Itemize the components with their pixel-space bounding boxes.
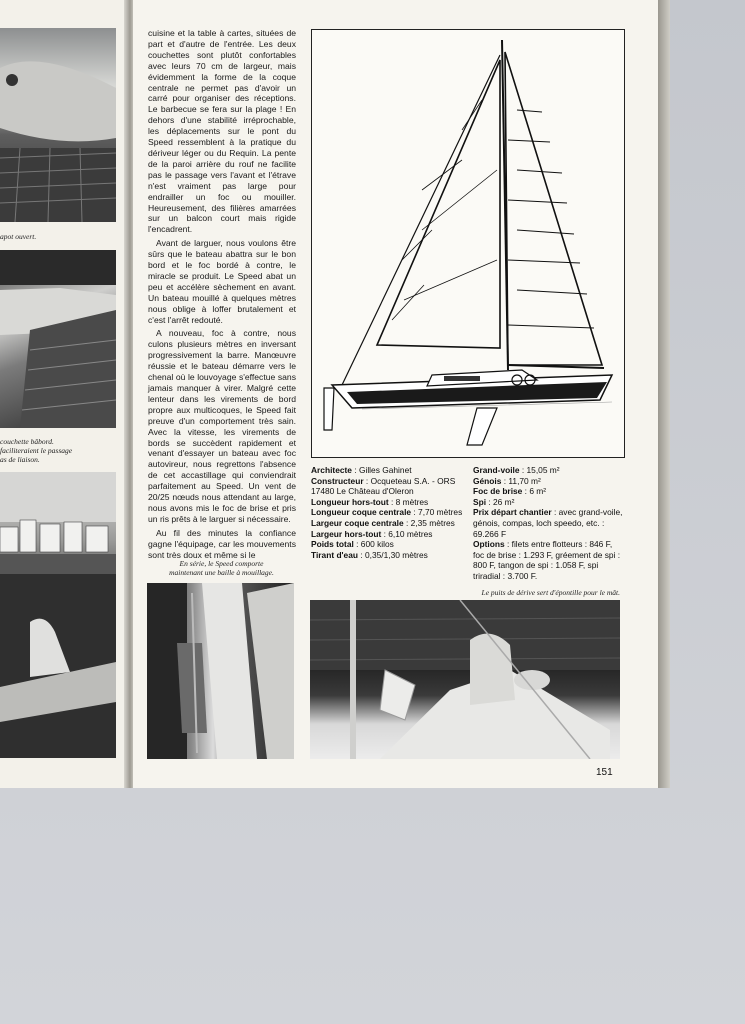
specs-left-column: [311, 465, 471, 560]
page-edge-shadow: [658, 0, 670, 788]
spec-row: Grand-voile : 15,05 m²: [473, 465, 560, 475]
spec-row: Longueur hors-tout : 8 mètres: [311, 496, 429, 507]
article-paragraph: Au fil des minutes la confiance gagne l'équipage, car les mouvements sont très doux et même si le: [148, 527, 296, 560]
photo-harbour-crew: [0, 472, 116, 758]
spec-row: Prix départ chantier : avec grand-voile, génois, compas, loch speedo, etc. : 69.266 F: [473, 507, 623, 539]
spec-row: Architecte : Gilles Gahinet: [311, 465, 412, 475]
spec-row: Constructeur : Ocqueteau S.A. - ORS 17480 Le Château d'Oleron: [311, 475, 456, 497]
photo-port-berth: [0, 250, 116, 428]
specs-right-column: [473, 465, 623, 582]
photo-daggerboard-deck: [310, 600, 620, 759]
spec-row: Foc de brise : 6 m²: [473, 486, 547, 497]
article-paragraph: cuisine et la table à cartes, situées de part et d'autre de l'entrée. Les deux couchettes sont plutôt confortables avec leurs 70 cm de largeur, mais évidemment la forme de la coque centrale ne permet pas d'avoir un carré pour organiser des réceptions. Le barbecue se fera sur la plage ! En dehors d'une stabilité irréprochable, les déplacements sur le pont du Speed ressemblent à la pratique du dériveur léger ou du Requin. La pente de la paroi arrière du rouf ne facilite pas le passage vers l'avant et l'étrave n'est vraiment pas large pour endrailler un foc ou mouiller. Heureusement, des filières amarrées sur un balcon court mais rigide l'encadrent.: [148, 28, 296, 235]
spec-row: Largeur coque centrale : 2,35 mètres: [311, 517, 455, 528]
article-text-column: [148, 28, 296, 561]
spec-row: Longueur coque centrale : 7,70 mètres: [311, 507, 463, 518]
photo-hatch-open: [0, 28, 116, 222]
sail-plan-drawing: [311, 29, 625, 458]
article-paragraph: A nouveau, foc à contre, nous culons plusieurs mètres en inversant progressivement la barre. Manœuvre réussie et le bateau démarre vers le chenal où le louvoyage s'effectue sans jamais manquer à virer. Malgré cette lenteur dans les virements de bord propre aux multicoques, le Speed fait preuve d'un comportement très sain. Avec la vitesse, les virements de bords se succèdent rapidement et venant d'essayer un bateau avec foc autovireur, nous regrettons l'absence de cet accastillage qui conviendrait parfaitement au Speed. Un vent de 20/25 nœuds nous attendant au large, nous avons mis le foc de brise et pris un ris prêts à le larguer si nécessaire.: [148, 328, 296, 524]
photo-anchor-well: [147, 583, 294, 759]
spec-row: Largeur hors-tout : 6,10 mètres: [311, 528, 433, 539]
spec-row: Génois : 11,70 m²: [473, 475, 541, 486]
spec-row: Tirant d'eau : 0,35/1,30 mètres: [311, 549, 428, 560]
article-paragraph: Avant de larguer, nous voulons être sûrs que le bateau abattra sur le bon bord et le foc bordé à contre, le miracle se produit. Le Speed abat un peu et accélère sèchement en avant. Un bateau mouillé à quelques mètres nous oblige à loffer brutalement et c'est l'arrêt redouté.: [148, 238, 296, 325]
caption-berth: couchette bâbord. faciliteraient le passage as de liaison.: [0, 437, 73, 464]
spec-row: Poids total : 600 kilos: [311, 539, 394, 550]
spec-row: Spi : 26 m²: [473, 496, 515, 507]
page-number: 151: [596, 767, 613, 778]
caption-anchor-well: En série, le Speed comporte maintenant une baille à mouillage.: [169, 559, 274, 577]
caption-hatch: apot ouvert.: [0, 232, 37, 241]
spec-row: Options : filets entre flotteurs : 846 F, foc de brise : 1.293 F, gréement de spi : 800 F, tangon de spi : 1.058 F, spi triradial : 3.700 F.: [473, 539, 621, 581]
caption-daggerboard: Le puits de dérive sert d'épontille pour le mât.: [481, 588, 620, 597]
